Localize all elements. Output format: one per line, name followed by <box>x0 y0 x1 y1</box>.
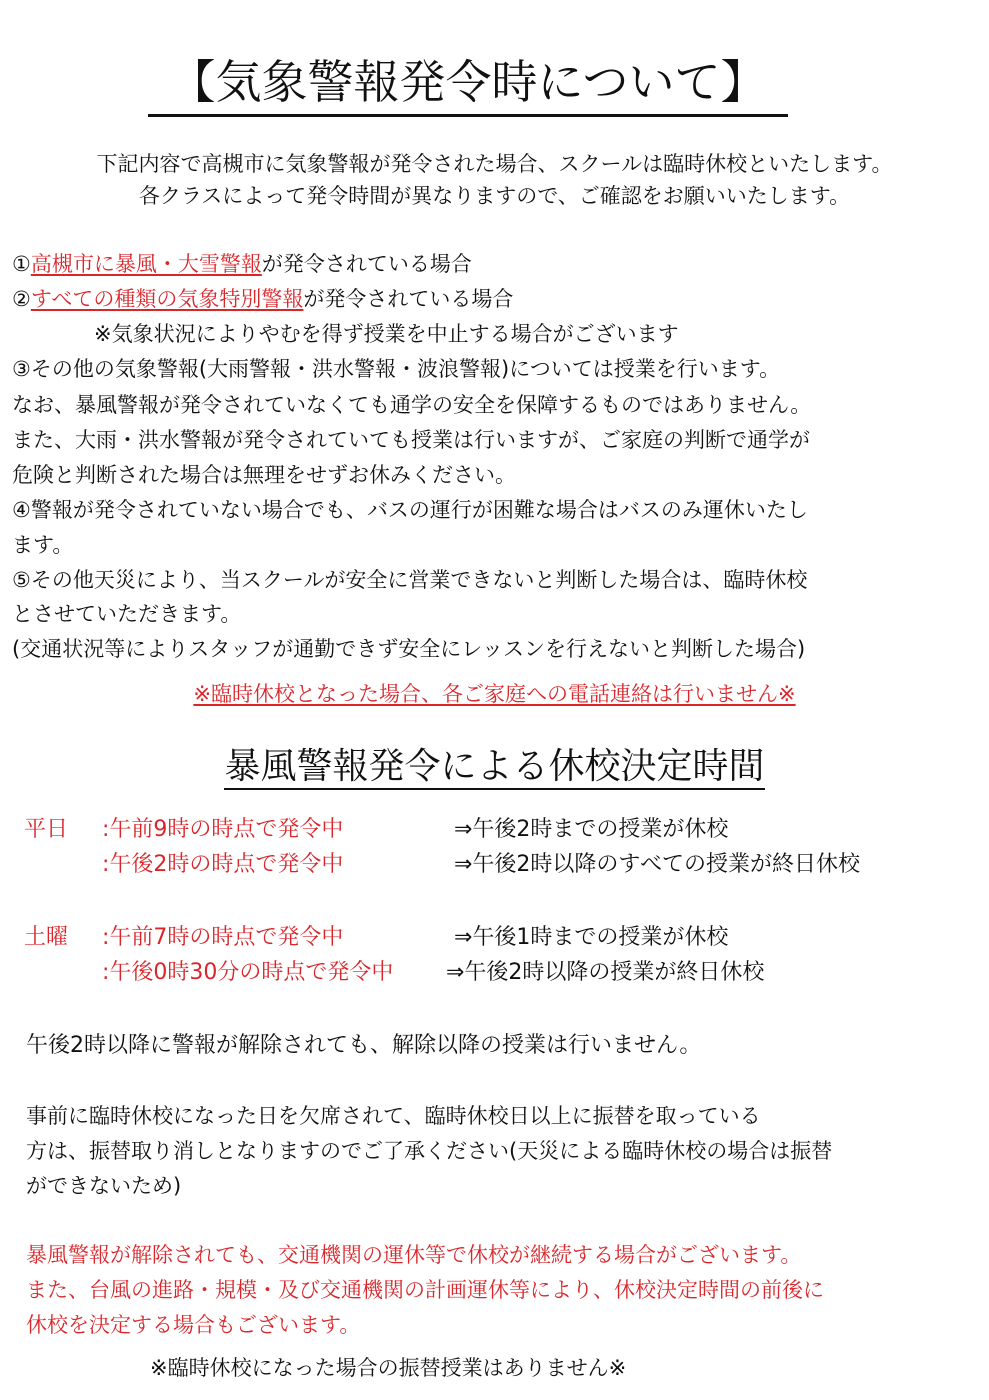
no-call-note <box>0 678 989 710</box>
item-2-suffix: が発令されている場合 <box>303 287 514 311</box>
intro-line-1: 下記内容で高槻市に気象警報が発令された場合、スクールは臨時休校といたします。 <box>96 152 893 176</box>
no-call-note-text: ※臨時休校となった場合、各ご家庭への電話連絡は行いません※ <box>193 682 796 706</box>
item-2-note: ※気象状況によりやむを得ず授業を中止する場合がございます <box>94 322 679 346</box>
weekday-cond-1: :午前9時の時点で発令中 <box>102 817 344 842</box>
item-4a: ④警報が発令されていない場合でも、バスの運行が困難な場合はバスのみ運休いたし <box>12 498 808 522</box>
makeup-line-2: 方は、振替取り消しとなりますのでご了承ください(天災による臨時休校の場合は振替 <box>26 1139 833 1163</box>
section-title-text: 暴風警報発令による休校決定時間 <box>224 746 764 790</box>
item-3-note-2b: 危険と判断された場合は無理をせずお休みください。 <box>12 463 516 487</box>
weekday-result-1: ⇒午後2時までの授業が休校 <box>454 817 729 842</box>
item-1 <box>12 248 472 280</box>
saturday-result-2: ⇒午後2時以降の授業が終日休校 <box>446 960 765 985</box>
weekday-label: 平日 <box>24 817 69 842</box>
item-1-prefix: ① <box>12 252 31 276</box>
item-5a: ⑤その他天災により、当スクールが安全に営業できないと判断した場合は、臨時休校 <box>12 568 808 592</box>
item-5b: とさせていただきます。 <box>12 602 242 626</box>
item-1-suffix: が発令されている場合 <box>261 252 472 276</box>
saturday-label: 土曜 <box>24 925 69 950</box>
item-3-note-2a: また、大雨・洪水警報が発令されていても授業は行いますが、ご家庭の判断で通学が <box>12 428 810 452</box>
weekday-cond-2: :午後2時の時点で発令中 <box>102 852 344 877</box>
red-note-3: 休校を決定する場合もございます。 <box>26 1313 361 1337</box>
intro-line-2: 各クラスによって発令時間が異なりますので、ご確認をお願いいたします。 <box>138 184 851 208</box>
red-note-2: また、台風の進路・規模・及び交通機関の計画運休等により、休校決定時間の前後に <box>26 1278 824 1302</box>
final-note: ※臨時休校になった場合の振替授業はありません※ <box>150 1356 627 1380</box>
red-note-1: 暴風警報が解除されても、交通機関の運休等で休校が継続する場合がございます。 <box>26 1243 802 1267</box>
item-1-highlight: 高槻市に暴風・大雪警報 <box>30 252 262 276</box>
item-2-prefix: ② <box>12 287 31 311</box>
after-release-note: 午後2時以降に警報が解除されても、解除以降の授業は行いません。 <box>26 1033 702 1058</box>
saturday-result-1: ⇒午後1時までの授業が休校 <box>454 925 729 950</box>
makeup-line-3: ができないため) <box>26 1174 182 1198</box>
item-3-note-1: なお、暴風警報が発令されていなくても通学の安全を保障するものではありません。 <box>12 393 812 417</box>
page-title: 【気象警報発令時について】 <box>148 52 788 117</box>
item-4b: ます。 <box>12 533 74 557</box>
saturday-cond-2: :午後0時30分の時点で発令中 <box>102 960 394 985</box>
item-2-highlight: すべての種類の気象特別警報 <box>30 287 304 311</box>
item-2 <box>12 283 513 315</box>
weekday-result-2: ⇒午後2時以降のすべての授業が終日休校 <box>454 852 860 877</box>
makeup-line-1: 事前に臨時休校になった日を欠席されて、臨時休校日以上に振替を取っている <box>26 1104 761 1128</box>
saturday-cond-1: :午前7時の時点で発令中 <box>102 925 344 950</box>
item-3: ③その他の気象警報(大雨警報・洪水警報・波浪警報)については授業を行います。 <box>12 357 781 381</box>
section-title <box>0 742 989 792</box>
item-5c: (交通状況等によりスタッフが通勤できず安全にレッスンを行えないと判断した場合) <box>12 637 806 661</box>
